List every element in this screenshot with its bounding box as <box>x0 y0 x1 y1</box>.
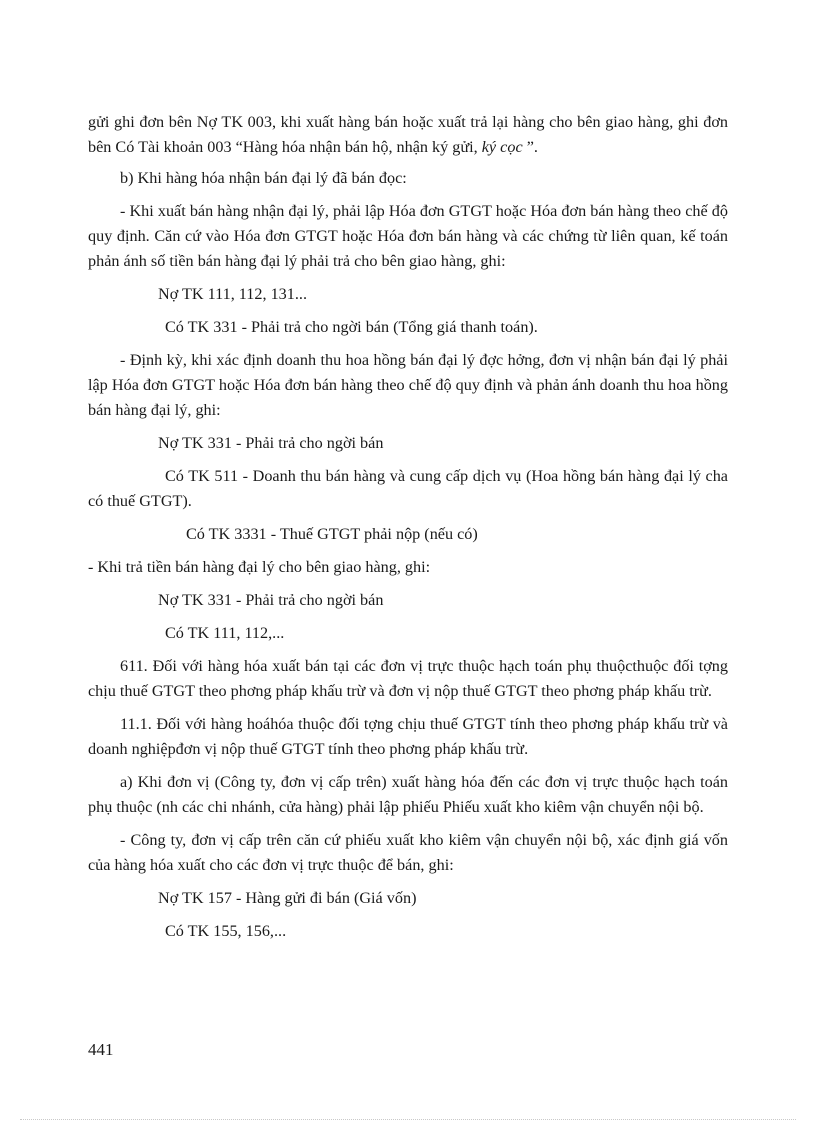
paragraph-4: - Định kỳ, khi xác định doanh thu hoa hồng bán đại lý đợc hởng, đơn vị nhận bán đại lý phải lập Hóa đơn GTGT hoặc Hóa đơn bán hàng theo chế độ quy định và phản ánh doanh thu hoa hồng bán hàng đại lý, ghi: <box>88 351 728 419</box>
entry-credit-2: Có TK 3331 - Thuế GTGT phải nộp (nếu có) <box>186 525 478 543</box>
entry-debit-2: Nợ TK 331 - Phải trả cho ngời bán <box>158 434 384 452</box>
paragraph-8: 11.1. Đối với hàng hoáhóa thuộc đối tợng chịu thuế GTGT tính theo phơng pháp khấu trừ và doanh nghiệpđơn vị nộp thuế GTGT tính theo phơng pháp khấu trừ. <box>88 715 728 758</box>
paragraph-1-end: ”. <box>522 138 538 156</box>
bottom-dotted-rule <box>20 1119 796 1120</box>
entry-credit-4: Có TK 155, 156,... <box>165 922 287 940</box>
paragraph-7: 611. Đối với hàng hóa xuất bán tại các đơn vị trực thuộc hạch toán phụ thuộcthuộc đối tợng chịu thuế GTGT theo phơng pháp khấu trừ và đơn vị nộp thuế GTGT theo phơng pháp khấu trừ. <box>88 657 728 700</box>
page-number: 441 <box>88 1040 114 1059</box>
paragraph-3: - Khi xuất bán hàng nhận đại lý, phải lập Hóa đơn GTGT hoặc Hóa đơn bán hàng theo chế độ quy định. Căn cứ vào Hóa đơn GTGT hoặc Hóa đơn bán hàng và các chứng từ liên quan, kế toán phản ánh số tiền bán hàng đại lý phải trả cho bên giao hàng, ghi: <box>88 202 728 270</box>
entry-debit-4: Nợ TK 157 - Hàng gửi đi bán (Giá vốn) <box>158 889 417 907</box>
entry-debit-3: Nợ TK 331 - Phải trả cho ngời bán <box>158 591 384 609</box>
entry-credit-1: Có TK 331 - Phải trả cho ngời bán (Tổng giá thanh toán). <box>165 318 538 336</box>
page-body <box>88 110 728 952</box>
paragraph-2: b) Khi hàng hóa nhận bán đại lý đã bán đọc: <box>120 169 407 187</box>
entry-debit-1: Nợ TK 111, 112, 131... <box>158 285 307 303</box>
paragraph-6: - Khi trả tiền bán hàng đại lý cho bên giao hàng, ghi: <box>88 558 431 576</box>
paragraph-10: - Công ty, đơn vị cấp trên căn cứ phiếu xuất kho kiêm vận chuyển nội bộ, xác định giá vốn của hàng hóa xuất cho các đơn vị trực thuộc để bán, ghi: <box>88 831 728 874</box>
paragraph-1 <box>88 110 728 160</box>
paragraph-5: Có TK 511 - Doanh thu bán hàng và cung cấp dịch vụ (Hoa hồng bán hàng đại lý cha có thuế GTGT). <box>88 467 728 510</box>
paragraph-1-italic: ký cọc <box>481 138 523 156</box>
paragraph-1-text: gửi ghi đơn bên Nợ TK 003, khi xuất hàng bán hoặc xuất trả lại hàng cho bên giao hàng, ghi đơn bên Có Tài khoản 003 “Hàng hóa nhận bán hộ, nhận ký gửi, <box>88 113 728 156</box>
paragraph-9: a) Khi đơn vị (Công ty, đơn vị cấp trên) xuất hàng hóa đến các đơn vị trực thuộc hạch toán phụ thuộc (nh các chi nhánh, cửa hàng) phải lập phiếu Phiếu xuất kho kiêm vận chuyển nội bộ. <box>88 773 728 816</box>
entry-credit-3: Có TK 111, 112,... <box>165 624 285 642</box>
